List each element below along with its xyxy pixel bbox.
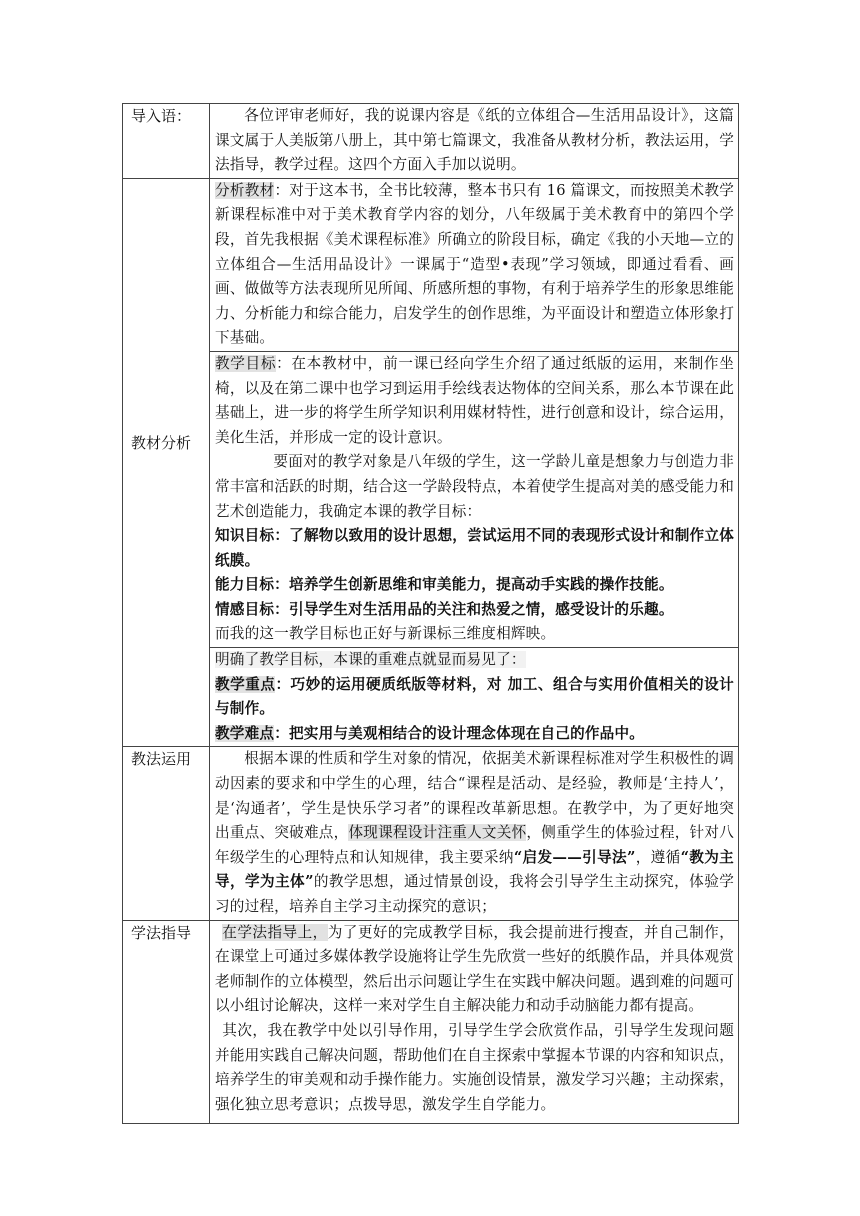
method-text-d: 的教学思想，通过情景创设，我将会引导学生主动探究，体验学习的过程，培养自主学习主动探究的意识；	[215, 873, 734, 915]
study-row	[123, 920, 739, 1124]
method-cell	[210, 747, 739, 920]
intro-label: 导入语：	[123, 104, 210, 179]
goals-paragraph-2: 要面对的教学对象是八年级的学生，这一学龄儿童是想象力与创造力非常丰富和活跃的时期，结合这一学龄段特点，本着使学生提高对美的感受能力和艺术创造能力，我确定本课的教学目标：	[215, 453, 734, 520]
difficulty-text: ：把实用与美观相结合的设计理念体现在自己的作品中。	[274, 724, 645, 742]
analysis-heading: 分析教材	[215, 181, 275, 199]
study-paragraph-2: 其次，我在教学中处以引导作用，引导学生学会欣赏作品，引导学生发现问题并能用实践自己解决问题，帮助他们在自主探索中掌握本节课的内容和知识点，培养学生的审美观和动手操作能力。实施创设情景，激发学习兴趣；主动探索，强化独立思考意识；点拨导思，激发学生自学能力。	[215, 1021, 734, 1113]
analysis-section	[210, 179, 738, 351]
lesson-plan-table	[122, 103, 739, 1124]
intro-row	[123, 104, 739, 179]
goals-paragraph	[215, 352, 734, 450]
study-cell	[210, 920, 739, 1124]
material-label: 教材分析	[123, 178, 210, 747]
method-text-a: 根据本课的性质和学生对象的情况，依据美术新课程标准对学生积极性的调动因素的要求和中学生的心理，结合“课程是活动、是经验，教师是‘主持人’，是‘沟通者’，学生是快乐学习者”的课程改革新思想。在教学中，为了更好地突出重点、突破难点，	[215, 750, 734, 842]
goals-section	[210, 351, 738, 647]
analysis-text: ：对于这本书，全书比较薄，整本书只有 16 篇课文，而按照美术教学新课程标准中对于美术教育学内容的划分，八年级属于美术教育中的第四个学段，首先我根据《美术课程标准》所确立的阶段目标，确定《我的小天地—立的立体组合—生活用品设计》一课属于“造型•表现”学习领域，即通过看看、画画、做做等方法表现所见所闻、所感所想的事物，有利于培养学生的形象思维能力、分析能力和综合能力，启发学生的创作思维，为平面设计和塑造立体形象打下基础。	[215, 181, 734, 347]
study-label: 学法指导	[123, 920, 210, 1124]
analysis-paragraph	[215, 179, 734, 351]
knowledge-goal: 知识目标：了解物以致用的设计思想，尝试运用不同的表现形式设计和制作立体纸膜。	[215, 527, 734, 569]
study-paragraph-1	[215, 921, 734, 1019]
goals-closing: 而我的这一教学目标也正好与新课标三维度相辉映。	[215, 625, 556, 643]
key-text: ：巧妙的运用硬质纸版等材料，对 加工、组合与实用价值相关的设计与制作。	[215, 675, 734, 718]
study-highlight: 在学法指导上，	[222, 923, 328, 941]
method-text-b: ，侧重学生的体验过程，针对八年级学生的心理特点和认知规律，我主要采纳	[215, 824, 734, 866]
goals-text: ：在本教材中，前一课已经向学生介绍了通过纸版的运用，来制作坐椅，以及在第二课中也学习到运用手绘线表达物体的空间关系，那么本节课在此基础上，进一步的将学生所学知识利用媒材特性，进行创意和设计，综合运用，美化生活，并形成一定的设计意识。	[215, 354, 734, 446]
method-highlight: 体现课程设计注重人文关怀	[348, 824, 527, 842]
key-paragraph	[215, 673, 734, 722]
method-row	[123, 747, 739, 920]
method-bold-2: “教为主导，学为主体”	[215, 848, 734, 891]
study-text-1: 为了更好的完成教学目标，我会提前进行搜查，并自己制作，在课堂上可通过多媒体教学设施将让学生先欣赏一些好的纸膜作品，并具体观赏老师制作的立体模型，然后出示问题让学生在实践中解决问题。遇到难的问题可以小组讨论解决，这样一来对学生自主解决能力和动手动脑能力都有提高。	[215, 923, 734, 1015]
method-paragraph	[215, 747, 734, 919]
difficulty-heading: 教学难点	[215, 724, 275, 742]
emotion-goal: 情感目标：引导学生对生活用品的关注和热爱之情，感受设计的乐趣。	[215, 600, 674, 618]
intro-cell	[210, 104, 739, 179]
method-bold-1: “启发——引导法”	[513, 848, 636, 866]
keypoints-intro-line	[215, 648, 734, 673]
difficulty-paragraph	[215, 722, 734, 747]
key-heading: 教学重点	[215, 675, 276, 693]
goals-heading: 教学目标	[215, 354, 277, 372]
keypoints-section	[210, 647, 738, 746]
material-cell	[210, 178, 739, 747]
intro-text: 各位评审老师好，我的说课内容是《纸的立体组合—生活用品设计》，这篇课文属于人美版第八册上，其中第七篇课文，我准备从教材分析，教法运用，学法指导，教学过程。这四个方面入手加以说明。	[215, 107, 734, 174]
material-row	[123, 178, 739, 747]
method-text-c: ，遵循	[635, 848, 681, 866]
method-label: 教法运用	[123, 747, 210, 920]
ability-goal: 能力目标：培养学生创新思维和审美能力，提高动手实践的操作技能。	[215, 576, 674, 594]
keypoints-intro: 明确了教学目标，本课的重难点就显而易见了：	[215, 651, 526, 669]
